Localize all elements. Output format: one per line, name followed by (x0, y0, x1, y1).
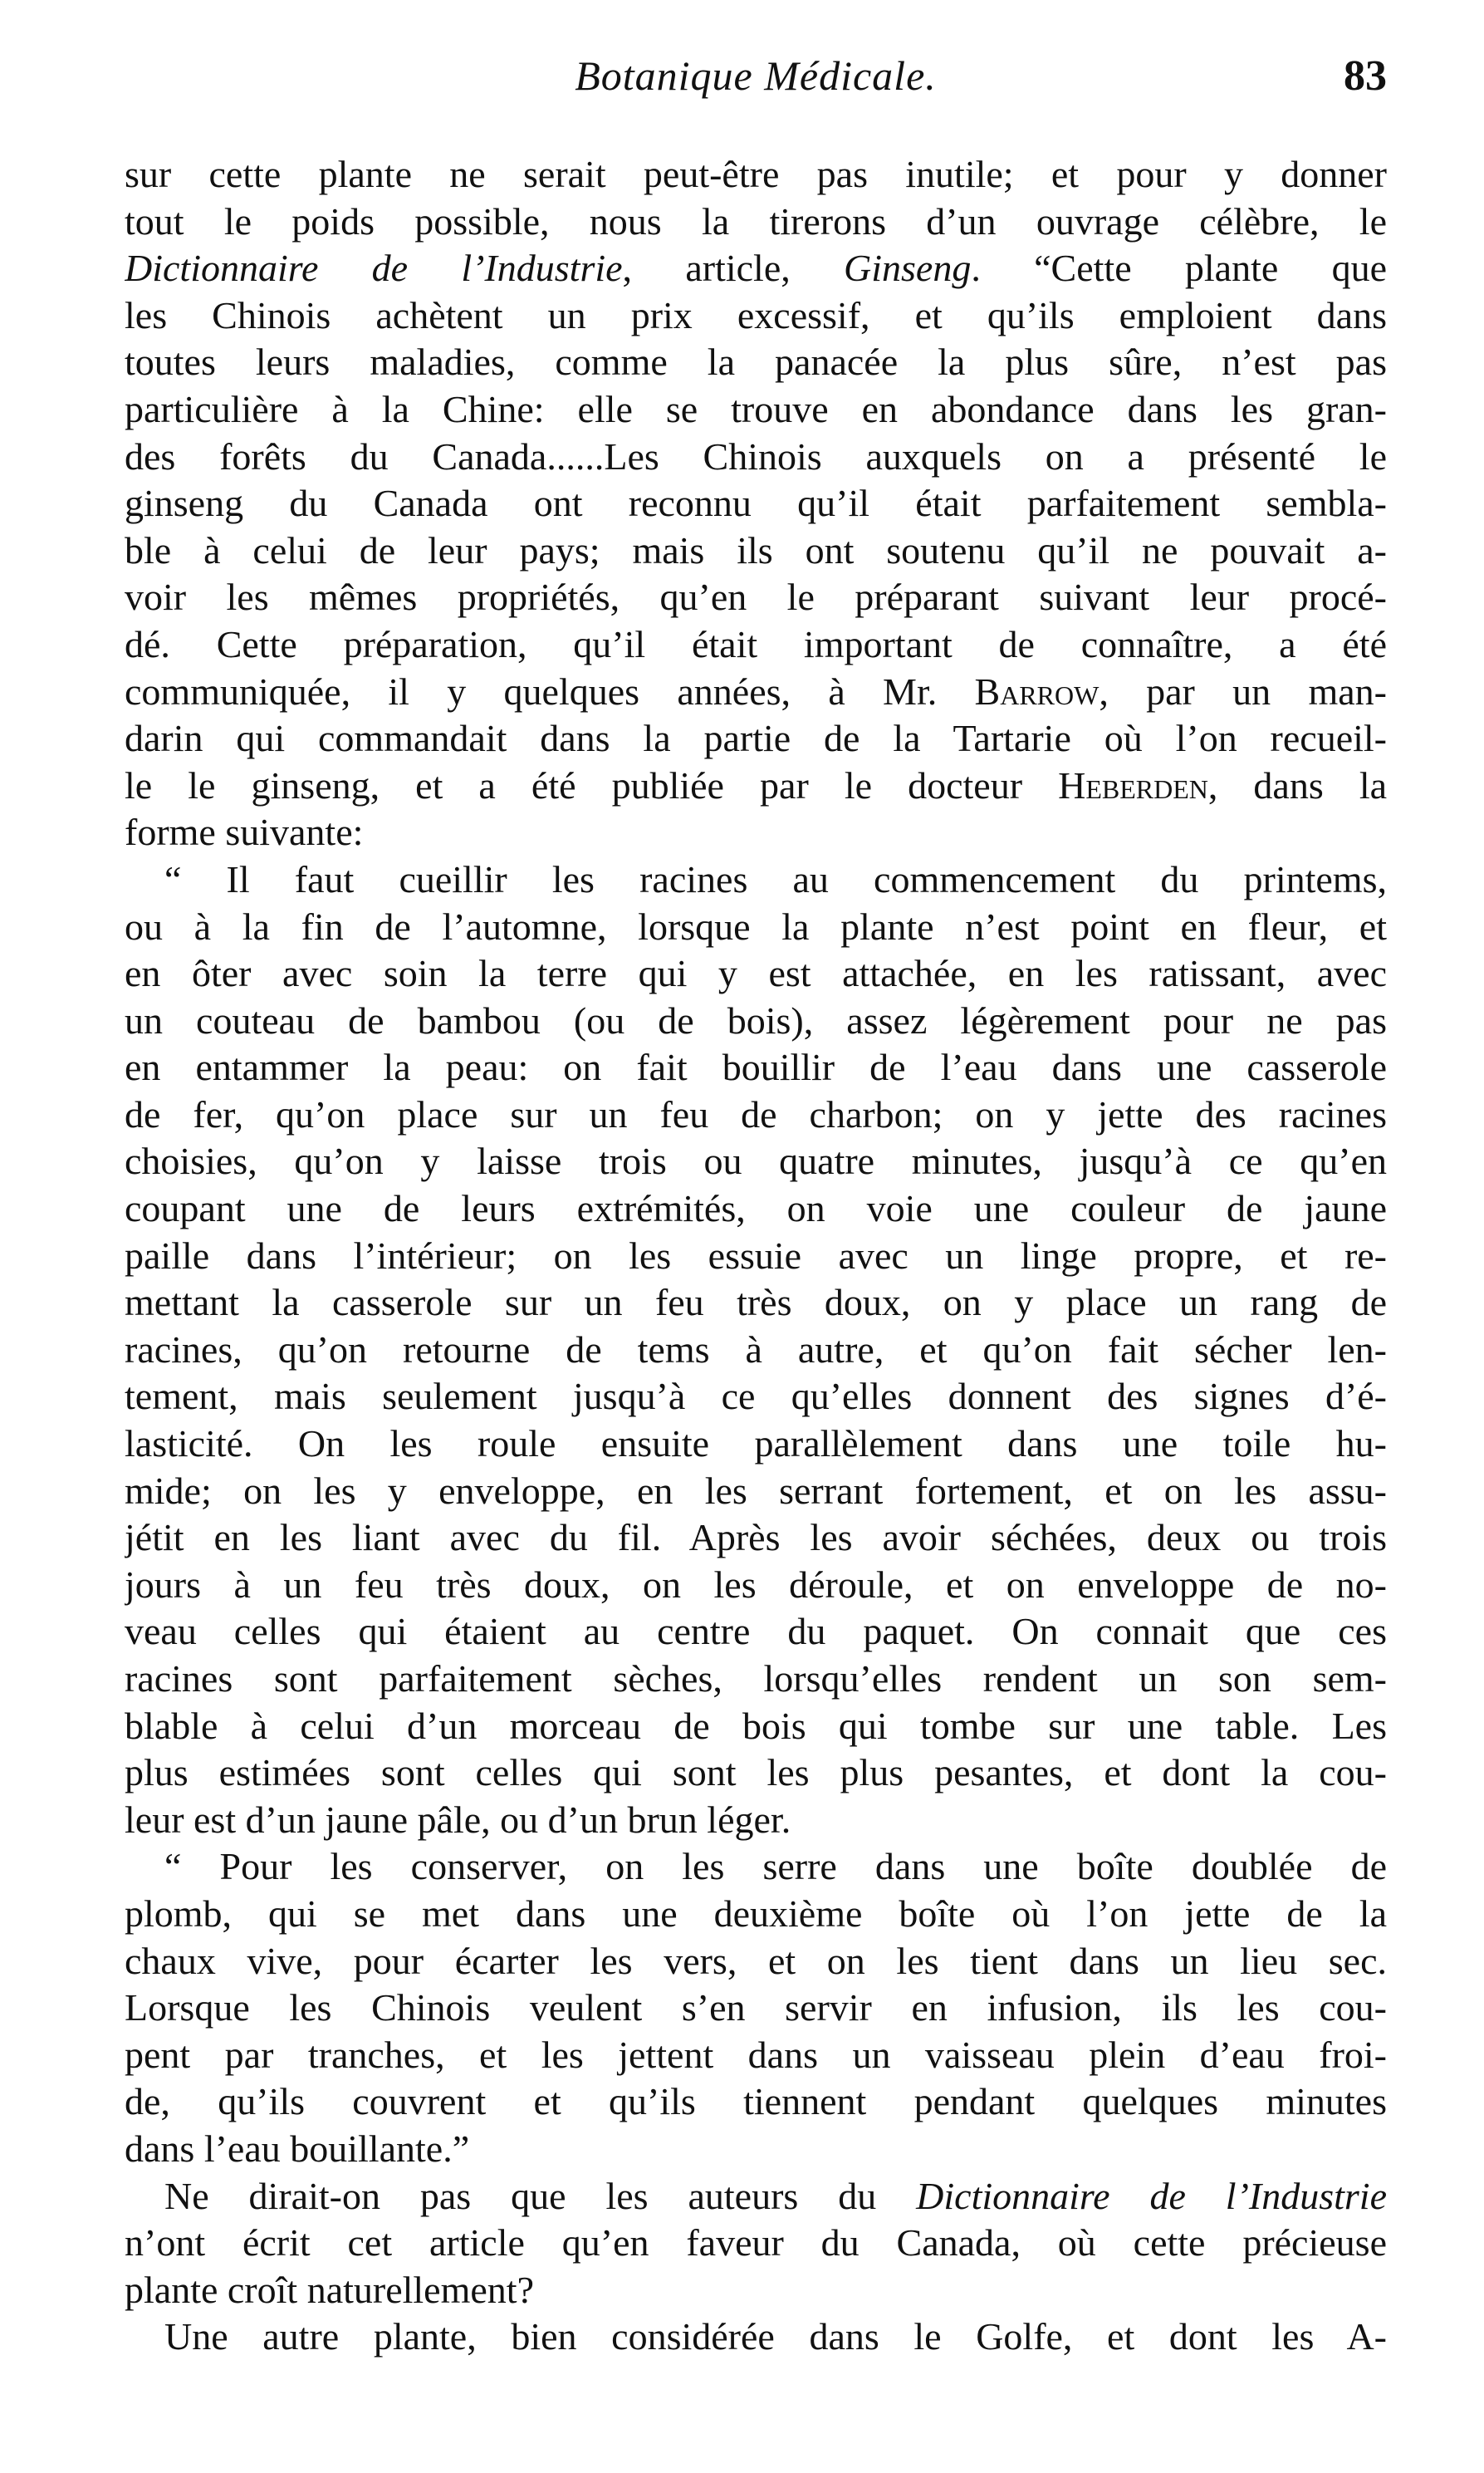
paragraph (125, 151, 1387, 856)
text-run: plante croît naturellement? (125, 2268, 534, 2311)
text-run: “ Pour les conserver, on les serre dans une boîte doublée de (164, 1845, 1387, 1888)
small-caps-name: Heberden (1058, 763, 1208, 807)
text-line (125, 1797, 1387, 1844)
page-number: 83 (1344, 52, 1387, 100)
text-line (125, 2078, 1387, 2126)
text-line (125, 1092, 1387, 1139)
text-run: pent par tranches, et les jettent dans un vaisseau plein d’eau froi- (125, 2033, 1387, 2076)
text-line (125, 2126, 1387, 2173)
text-line (125, 763, 1387, 810)
text-run: jétit en les liant avec du fil. Après les avoir séchées, deux ou trois (125, 1516, 1387, 1559)
text-line (125, 2032, 1387, 2079)
text-line (125, 669, 1387, 716)
text-run: plus estimées sont celles qui sont les plus pesantes, et dont la cou- (125, 1751, 1387, 1794)
text-run: en entammer la peau: on fait bouillir de l’eau dans une casserole (125, 1046, 1387, 1089)
text-run: tement, mais seulement jusqu’à ce qu’elles donnent des signes d’é- (125, 1375, 1387, 1418)
text-run: le le ginseng, et a été publiée par le docteur (125, 763, 1059, 807)
italic-text: Dictionnaire de l’Industrie (125, 247, 623, 290)
text-line (125, 904, 1387, 951)
text-run: leur est d’un jaune pâle, ou d’un brun léger. (125, 1798, 791, 1841)
text-line (125, 1985, 1387, 2032)
text-line (125, 386, 1387, 434)
text-run: , par un man- (1099, 670, 1387, 713)
text-run: mide; on les y enveloppe, en les serrant fortement, et on les assu- (125, 1469, 1387, 1512)
text-line (125, 809, 1387, 856)
text-run: un couteau de bambou (ou de bois), assez légèrement pour ne pas (125, 999, 1387, 1042)
text-line (125, 339, 1387, 386)
text-run: darin qui commandait dans la partie de la Tartarie où l’on recueil- (125, 717, 1387, 760)
text-line (125, 1608, 1387, 1656)
text-line (125, 621, 1387, 669)
body-text (125, 151, 1387, 2361)
text-line (125, 434, 1387, 481)
text-run: forme suivante: (125, 811, 364, 854)
text-run: choisies, qu’on y laisse trois ou quatre minutes, jusqu’à ce qu’en (125, 1140, 1387, 1183)
text-run: tout le poids possible, nous la tirerons d’un ouvrage célèbre, le (125, 199, 1387, 243)
text-run: mettant la casserole sur un feu très doux, on y place un rang de (125, 1281, 1387, 1324)
text-line (125, 480, 1387, 527)
text-run: ou à la fin de l’automne, lorsque la plante n’est point en fleur, et (125, 905, 1387, 948)
text-line (125, 1562, 1387, 1609)
text-run: veau celles qui étaient au centre du paquet. On connait que ces (125, 1610, 1387, 1653)
text-run: blable à celui d’un morceau de bois qui tombe sur une table. Les (125, 1704, 1387, 1747)
text-line (125, 998, 1387, 1045)
text-line (125, 1373, 1387, 1421)
text-line (125, 1185, 1387, 1233)
text-run: . “Cette plante que (971, 247, 1387, 290)
text-line (125, 1468, 1387, 1515)
text-line (125, 2314, 1387, 2361)
text-run: Une autre plante, bien considérée dans le Golfe, et dont les A- (164, 2315, 1387, 2358)
text-line (125, 1514, 1387, 1562)
text-run: sur cette plante ne serait peut-être pas inutile; et pour y donner (125, 153, 1387, 195)
text-line (125, 1279, 1387, 1327)
text-run: dé. Cette préparation, qu’il était important de connaître, a été (125, 622, 1387, 665)
text-run: les Chinois achètent un prix excessif, et qu’ils emploient dans (125, 293, 1387, 336)
text-line (125, 1891, 1387, 1938)
text-line (125, 245, 1387, 292)
text-run: lasticité. On les roule ensuite parallèlement dans une toile hu- (125, 1422, 1387, 1465)
text-line (125, 1938, 1387, 1985)
text-run: ble à celui de leur pays; mais ils ont soutenu qu’il ne pouvait a- (125, 528, 1387, 572)
text-run: n’ont écrit cet article qu’en faveur du Canada, où cette précieuse (125, 2221, 1387, 2264)
text-line (125, 856, 1387, 904)
small-caps-name: Barrow (974, 670, 1100, 713)
italic-text: Ginseng (844, 247, 972, 290)
paragraph (125, 2314, 1387, 2361)
text-run: de fer, qu’on place sur un feu de charbon; on y jette des racines (125, 1092, 1387, 1136)
text-run: coupant une de leurs extrémités, on voie une couleur de jaune (125, 1187, 1387, 1230)
text-line (125, 2267, 1387, 2314)
text-line (125, 2220, 1387, 2267)
text-run: , dans la (1207, 763, 1387, 807)
text-run: des forêts du Canada......Les Chinois auxquels on a présenté le (125, 434, 1387, 478)
text-run: Lorsque les Chinois veulent s’en servir en infusion, ils les cou- (125, 1986, 1387, 2029)
text-run: toutes leurs maladies, comme la panacée la plus sûre, n’est pas (125, 341, 1387, 384)
text-line (125, 527, 1387, 575)
text-run: , article, (622, 247, 845, 290)
text-run: paille dans l’intérieur; on les essuie avec un linge propre, et re- (125, 1234, 1387, 1277)
text-line (125, 1843, 1387, 1891)
text-line (125, 1233, 1387, 1280)
text-run: jours à un feu très doux, on les déroule, et on enveloppe de no- (125, 1563, 1387, 1606)
paragraph (125, 2173, 1387, 2314)
text-run: dans l’eau bouillante.” (125, 2127, 470, 2170)
text-line (125, 1327, 1387, 1374)
text-run: voir les mêmes propriétés, qu’en le préparant suivant leur procé- (125, 576, 1387, 619)
text-line (125, 1138, 1387, 1185)
text-run: “ Il faut cueillir les racines au commencement du printems, (164, 857, 1387, 900)
text-run: chaux vive, pour écarter les vers, et on les tient dans un lieu sec. (125, 1939, 1387, 1982)
text-line (125, 1656, 1387, 1703)
text-line (125, 2173, 1387, 2220)
text-run: racines, qu’on retourne de tems à autre, et qu’on fait sécher len- (125, 1327, 1387, 1371)
running-title: Botanique Médicale. (575, 52, 937, 99)
text-line (125, 292, 1387, 340)
text-line (125, 1044, 1387, 1092)
text-line (125, 574, 1387, 621)
text-run: communiquée, il y quelques années, à Mr. (125, 670, 975, 713)
text-run: racines sont parfaitement sèches, lorsqu’elles rendent un son sem- (125, 1657, 1387, 1700)
text-line (125, 1703, 1387, 1750)
text-run: particulière à la Chine: elle se trouve en abondance dans les gran- (125, 387, 1387, 430)
paragraph (125, 856, 1387, 1843)
text-run: de, qu’ils couvrent et qu’ils tiennent pendant quelques minutes (125, 2080, 1387, 2123)
text-run: en ôter avec soin la terre qui y est attachée, en les ratissant, avec (125, 952, 1387, 995)
page-header (125, 52, 1387, 118)
text-line (125, 1421, 1387, 1468)
paragraph (125, 1843, 1387, 2172)
text-line (125, 199, 1387, 246)
text-line (125, 1749, 1387, 1797)
italic-text: Dictionnaire de l’Industrie (916, 2174, 1387, 2217)
text-line (125, 715, 1387, 763)
text-run: ginseng du Canada ont reconnu qu’il était parfaitement sembla- (125, 482, 1387, 525)
text-run: Ne dirait-on pas que les auteurs du (164, 2174, 917, 2217)
text-line (125, 151, 1387, 199)
text-run: plomb, qui se met dans une deuxième boîte où l’on jette de la (125, 1892, 1387, 1935)
text-line (125, 950, 1387, 998)
